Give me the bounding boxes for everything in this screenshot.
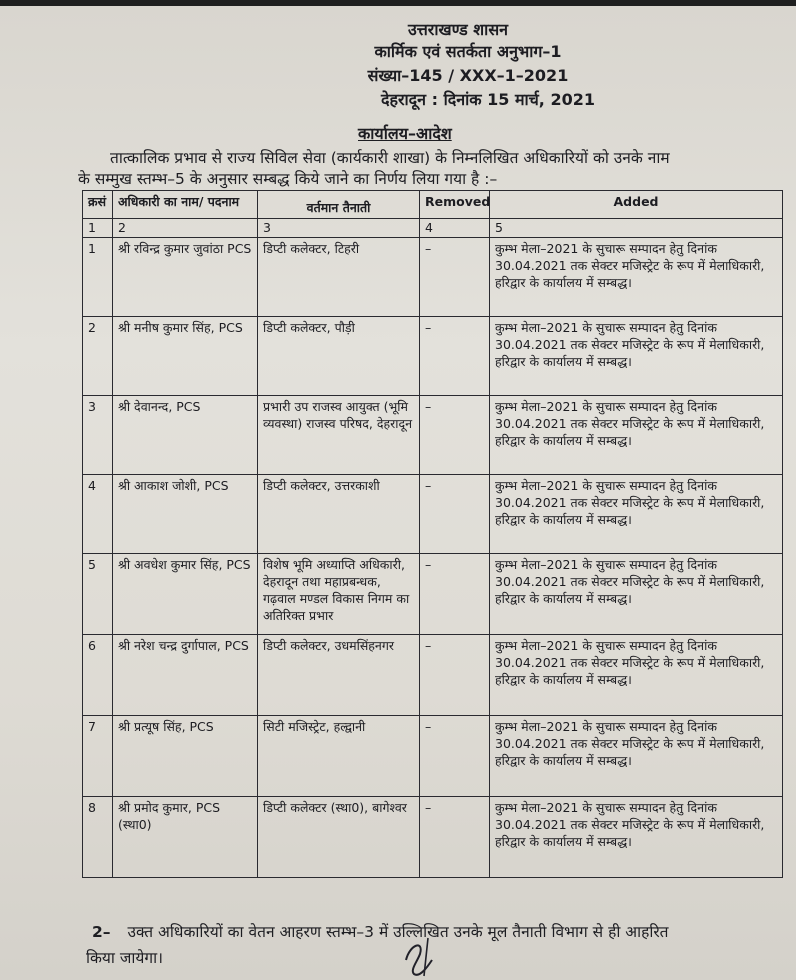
row-removed: – xyxy=(420,635,490,716)
row-officer-name: श्री देवानन्द, PCS xyxy=(113,396,258,475)
table-row xyxy=(83,716,783,797)
row-posting: डिप्टी कलेक्टर (स्था0), बागेश्वर xyxy=(258,797,420,878)
row-removed: – xyxy=(420,554,490,635)
col-number: 5 xyxy=(490,219,783,238)
table-row xyxy=(83,797,783,878)
row-added: कुम्भ मेला–2021 के सुचारू सम्पादन हेतु दिनांक 30.04.2021 तक सेक्टर मजिस्ट्रेट के रूप में मेलाधिकारी, हरिद्वार के कार्यालय में सम्बद्ध। xyxy=(490,396,783,475)
document-page xyxy=(0,6,796,980)
table-row xyxy=(83,554,783,635)
header-removed: Removed xyxy=(420,191,490,219)
table-row xyxy=(83,396,783,475)
row-added: कुम्भ मेला–2021 के सुचारू सम्पादन हेतु दिनांक 30.04.2021 तक सेक्टर मजिस्ट्रेट के रूप में मेलाधिकारी, हरिद्वार के कार्यालय में सम्बद्ध। xyxy=(490,716,783,797)
intro-line-2: के सम्मुख स्तम्भ–5 के अनुसार सम्बद्ध किये जाने का निर्णय लिया गया है :– xyxy=(78,170,498,188)
col-number: 2 xyxy=(113,219,258,238)
department-name: कार्मिक एवं सतर्कता अनुभाग–1 xyxy=(374,42,562,61)
office-order-heading: कार्यालय–आदेश xyxy=(358,124,452,143)
row-sn: 1 xyxy=(83,238,113,317)
table-row xyxy=(83,635,783,716)
row-posting: सिटी मजिस्ट्रेट, हल्द्वानी xyxy=(258,716,420,797)
col-number: 1 xyxy=(83,219,113,238)
header-sn: क्रसं xyxy=(83,191,113,219)
row-sn: 2 xyxy=(83,317,113,396)
row-officer-name: श्री मनीष कुमार सिंह, PCS xyxy=(113,317,258,396)
row-posting: विशेष भूमि अध्याप्ति अधिकारी, देहरादून तथा महाप्रबन्धक, गढ़वाल मण्डल विकास निगम का अतिरिक्त प्रभार xyxy=(258,554,420,635)
row-sn: 6 xyxy=(83,635,113,716)
table-row xyxy=(83,238,783,317)
row-added: कुम्भ मेला–2021 के सुचारू सम्पादन हेतु दिनांक 30.04.2021 तक सेक्टर मजिस्ट्रेट के रूप में मेलाधिकारी, हरिद्वार के कार्यालय में सम्बद्ध। xyxy=(490,554,783,635)
col-number: 3 xyxy=(258,219,420,238)
row-removed: – xyxy=(420,475,490,554)
intro-line-1: तात्कालिक प्रभाव से राज्य सिविल सेवा (कार्यकारी शाखा) के निम्नलिखित अधिकारियों को उनके नाम xyxy=(110,149,670,167)
row-officer-name: श्री अवधेश कुमार सिंह, PCS xyxy=(113,554,258,635)
row-added: कुम्भ मेला–2021 के सुचारू सम्पादन हेतु दिनांक 30.04.2021 तक सेक्टर मजिस्ट्रेट के रूप में मेलाधिकारी, हरिद्वार के कार्यालय में सम्बद्ध। xyxy=(490,635,783,716)
row-posting: डिप्टी कलेक्टर, उत्तरकाशी xyxy=(258,475,420,554)
row-sn: 7 xyxy=(83,716,113,797)
signature-mark xyxy=(398,930,440,980)
row-sn: 5 xyxy=(83,554,113,635)
header-name: अधिकारी का नाम/ पदनाम xyxy=(113,191,258,219)
row-added: कुम्भ मेला–2021 के सुचारू सम्पादन हेतु दिनांक 30.04.2021 तक सेक्टर मजिस्ट्रेट के रूप में मेलाधिकारी, हरिद्वार के कार्यालय में सम्बद्ध। xyxy=(490,797,783,878)
table-row xyxy=(83,475,783,554)
row-posting: डिप्टी कलेक्टर, पौड़ी xyxy=(258,317,420,396)
row-removed: – xyxy=(420,317,490,396)
row-added: कुम्भ मेला–2021 के सुचारू सम्पादन हेतु दिनांक 30.04.2021 तक सेक्टर मजिस्ट्रेट के रूप में मेलाधिकारी, हरिद्वार के कार्यालय में सम्बद्ध। xyxy=(490,238,783,317)
row-posting: डिप्टी कलेक्टर, उधमसिंहनगर xyxy=(258,635,420,716)
column-number-row xyxy=(83,219,783,238)
row-officer-name: श्री रविन्द्र कुमार जुवांठा PCS xyxy=(113,238,258,317)
table-row xyxy=(83,317,783,396)
paragraph-2 xyxy=(92,920,669,942)
paragraph-number: 2– xyxy=(92,923,111,941)
row-posting: डिप्टी कलेक्टर, टिहरी xyxy=(258,238,420,317)
place-date: देहरादून : दिनांक 15 मार्च, 2021 xyxy=(380,90,595,109)
col-number: 4 xyxy=(420,219,490,238)
row-added: कुम्भ मेला–2021 के सुचारू सम्पादन हेतु दिनांक 30.04.2021 तक सेक्टर मजिस्ट्रेट के रूप में मेलाधिकारी, हरिद्वार के कार्यालय में सम्बद्ध। xyxy=(490,475,783,554)
row-posting: प्रभारी उप राजस्व आयुक्त (भूमि व्यवस्था) राजस्व परिषद, देहरादून xyxy=(258,396,420,475)
paragraph-2-continuation: किया जायेगा। xyxy=(86,949,163,967)
row-officer-name: श्री प्रमोद कुमार, PCS (स्था0) xyxy=(113,797,258,878)
row-officer-name: श्री आकाश जोशी, PCS xyxy=(113,475,258,554)
row-sn: 3 xyxy=(83,396,113,475)
officers-table xyxy=(82,190,783,878)
row-sn: 4 xyxy=(83,475,113,554)
row-officer-name: श्री प्रत्यूष सिंह, PCS xyxy=(113,716,258,797)
paragraph-text: उक्त अधिकारियों का वेतन आहरण स्तम्भ–3 में उल्लिखित उनके मूल तैनाती विभाग से ही आहरित xyxy=(127,923,669,941)
row-removed: – xyxy=(420,238,490,317)
government-title: उत्तराखण्ड शासन xyxy=(407,20,509,39)
header-posting: वर्तमान तैनाती xyxy=(258,191,420,219)
row-removed: – xyxy=(420,797,490,878)
row-added: कुम्भ मेला–2021 के सुचारू सम्पादन हेतु दिनांक 30.04.2021 तक सेक्टर मजिस्ट्रेट के रूप में मेलाधिकारी, हरिद्वार के कार्यालय में सम्बद्ध। xyxy=(490,317,783,396)
table-header-row xyxy=(83,191,783,219)
reference-number: संख्या–145 / XXX–1–2021 xyxy=(367,66,569,85)
header-added: Added xyxy=(490,191,783,219)
row-sn: 8 xyxy=(83,797,113,878)
row-removed: – xyxy=(420,396,490,475)
row-officer-name: श्री नरेश चन्द्र दुर्गापाल, PCS xyxy=(113,635,258,716)
row-removed: – xyxy=(420,716,490,797)
